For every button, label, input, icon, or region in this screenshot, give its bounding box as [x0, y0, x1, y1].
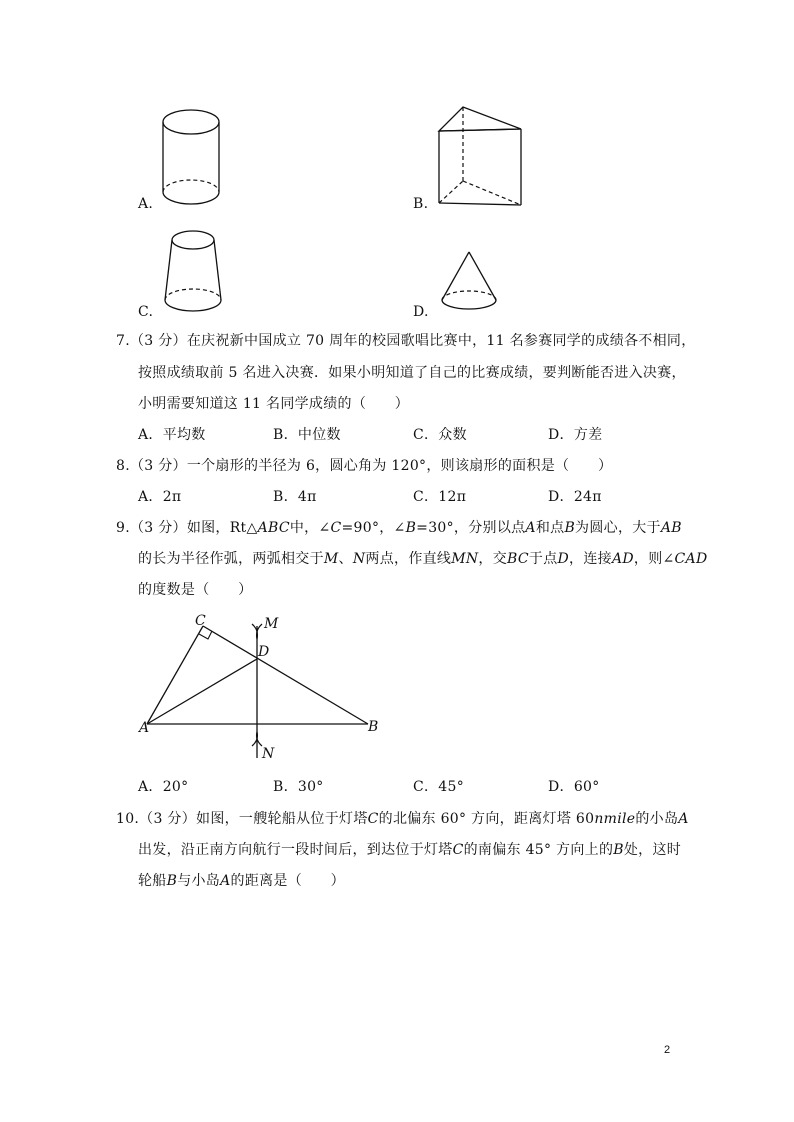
- q7-option-C: C．众数: [413, 427, 467, 443]
- q8-option-B: B．4π: [273, 489, 317, 505]
- label-N: N: [262, 746, 275, 762]
- label-B: B: [368, 719, 379, 735]
- option-D-label: D.: [413, 304, 429, 320]
- triangle-figure: [135, 612, 385, 764]
- q7-stem-line2: 按照成绩取前 5 名进入决赛．如果小明知道了自己的比赛成绩，要判断能否进入决赛，: [138, 365, 686, 381]
- q7-stem-line1: 7.（3 分）在庆祝新中国成立 70 周年的校园歌唱比赛中，11 名参赛同学的成绩各不相同，: [116, 333, 696, 349]
- q10-stem-line3: 轮船B与小岛A的距离是（ ）: [138, 873, 345, 889]
- q7-option-B: B．中位数: [273, 427, 341, 443]
- q9-stem-line1: 9.（3 分）如图，Rt△ABC中，∠C=90°，∠B=30°，分别以点A和点B为圆心，大于AB: [116, 520, 682, 536]
- q9-option-D: D．60°: [548, 779, 600, 795]
- q9-stem-line2: 的长为半径作弧，两弧相交于M、N两点，作直线MN，交BC于点D，连接AD，则∠CAD: [138, 551, 708, 567]
- q9-option-B: B．30°: [273, 779, 324, 795]
- triangular-prism-figure: [430, 102, 530, 212]
- option-B-label: B.: [413, 196, 429, 212]
- q8-option-A: A．2π: [138, 489, 182, 505]
- label-D: D: [258, 644, 270, 660]
- q9-stem-line3: 的度数是（ ）: [138, 582, 253, 598]
- cylinder-figure: [150, 104, 240, 208]
- label-A: A: [139, 720, 150, 736]
- page-number: 2: [664, 1044, 671, 1056]
- option-A-label: A.: [138, 196, 154, 212]
- q10-stem-line2: 出发，沿正南方向航行一段时间后，到达位于灯塔C的南偏东 45° 方向上的B处，这时: [138, 842, 682, 858]
- cone-figure: [436, 246, 506, 318]
- q8-option-C: C．12π: [413, 489, 467, 505]
- q9-option-C: C．45°: [413, 779, 465, 795]
- label-C: C: [195, 613, 207, 629]
- label-M: M: [264, 616, 279, 632]
- q8-option-D: D．24π: [548, 489, 602, 505]
- option-C-label: C.: [138, 304, 154, 320]
- q10-stem-line1: 10.（3 分）如图，一艘轮船从位于灯塔C的北偏东 60° 方向，距离灯塔 60nmile的小岛A: [116, 811, 689, 827]
- q9-option-A: A．20°: [138, 779, 189, 795]
- q7-option-A: A．平均数: [138, 427, 206, 443]
- q7-stem-line3: 小明需要知道这 11 名同学成绩的（ ）: [138, 396, 410, 412]
- frustum-figure: [155, 224, 235, 320]
- q7-option-D: D．方差: [548, 427, 603, 443]
- q8-stem: 8.（3 分）一个扇形的半径为 6，圆心角为 120°，则该扇形的面积是（ ）: [116, 458, 613, 474]
